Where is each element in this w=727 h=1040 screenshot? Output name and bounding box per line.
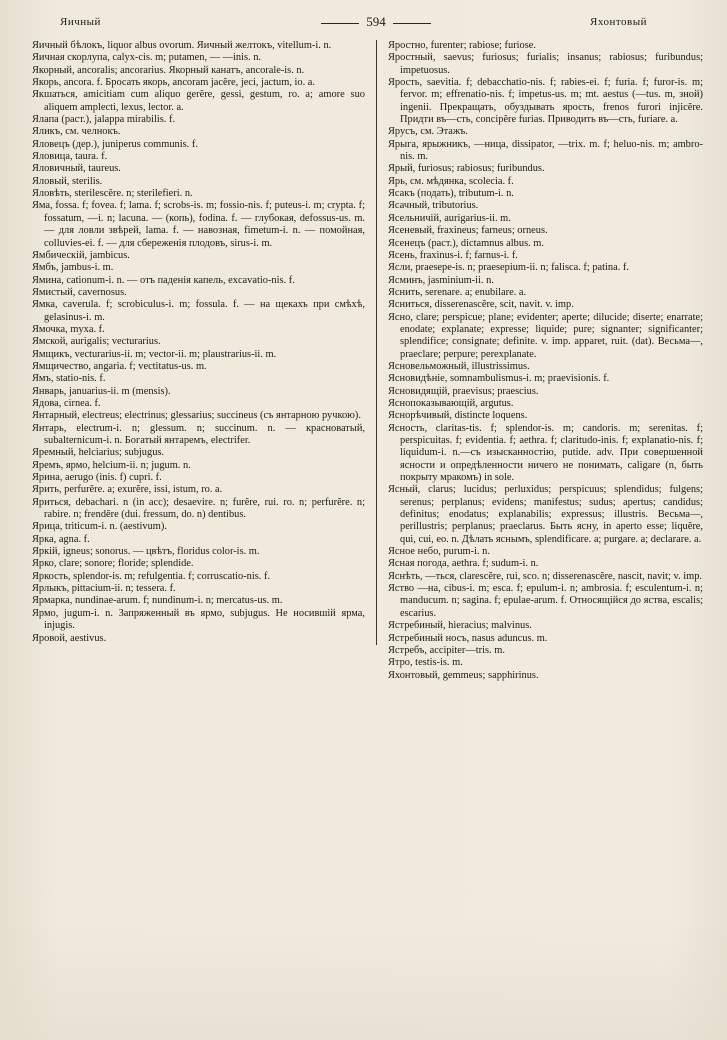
dictionary-entry: Яхонтовый, gemmeus; sapphirinus. <box>388 669 539 681</box>
dictionary-entry: Яснопоказывающій, argutus. <box>388 397 514 409</box>
dictionary-entry: Ясновидѣніе, somnambulismus-i. m; praevisionis. f. <box>388 373 610 385</box>
dictionary-entry: Яремъ, ярмо, helcium-ii. n; jugum. n. <box>32 459 191 471</box>
page-header <box>36 14 687 34</box>
dictionary-entry: Яремный, helciarius; subjugus. <box>32 447 165 459</box>
dictionary-entry: Ямбъ, jambus-i. m. <box>32 262 114 274</box>
dictionary-entry: Ясли, praesepe-is. n; praesepium-ii. n; falisca. f; patina. f. <box>388 262 629 274</box>
right-column <box>388 40 703 682</box>
left-column <box>32 40 365 645</box>
dictionary-entry: Ямской, aurigalis; vecturarius. <box>32 336 161 348</box>
dictionary-entry: Яство —на, cibus-i. m; esca. f; epulum-i. n; ambrosia. f; esculentum-i. n; manducum. n; sagina. f; epulae-arum. f. Относящійся до яства, escalis; escarius. <box>388 583 703 619</box>
dictionary-entry: Яростно, furenter; rabiose; furiose. <box>388 40 536 51</box>
dictionary-entry: Ясеневый, fraxineus; farneus; orneus. <box>388 225 548 237</box>
dictionary-entry: Ястребиный, hieracius; malvinus. <box>388 620 532 632</box>
dictionary-entry: Янтарь, electrum-i. n; glessum. n; succinum. n. — красноватый, subalternicum-i. n. Богатый янтаремъ, electrifer. <box>32 422 365 446</box>
dictionary-entry: Яичный бѣлокъ, liquor albus ovorum. Яичный желтокъ, vitellum-i. n. <box>32 40 332 51</box>
dictionary-entry: Ясновельможный, illustrissimus. <box>388 360 530 372</box>
dictionary-entry: Яловый, sterilis. <box>32 175 103 187</box>
header-rule-right <box>393 23 431 24</box>
header-left-catchword: Яичный <box>60 16 101 28</box>
dictionary-entry: Ясно, clare; perspicue; plane; evidenter; aperte; dilucide; diserte; enarrate; enodate; explanate; expresse; liquide; pure; signanter; significanter; splendifice; consignate; definite. v. imp. apparet, ruit. (dat). Весьма—, praeclare; perpure; perexplanate. <box>388 311 703 360</box>
dictionary-entry: Январь, januarius-ii. m (mensis). <box>32 385 171 397</box>
dictionary-entry: Ярость, saevitia. f; debacchatio-nis. f; rabies-ei. f; furia. f; furor-is. m; fervor. m; effrenatio-nis. f; impetus-us. m; mt. aestus (—tus. m, зной) ingenii. Прекращать, обуздывать ярость, frenos furori injicĕre. Придти въ—сть, concipĕre furias. Приводить въ—сть, furiare. a. <box>388 77 703 126</box>
dictionary-entry: Янтарный, electreus; electrinus; glessarius; succineus (съ янтарною ручкою). <box>32 410 361 422</box>
dictionary-entry: Яичная скорлупа, calyx-cis. m; putamen, — —inis. n. <box>32 52 262 64</box>
dictionary-entry: Ясминъ, jasminium-ii. n. <box>388 274 494 286</box>
page-bottom-shade <box>0 920 727 1040</box>
dictionary-entry: Ярмарка, nundinae-arum. f; nundinum-i. n; mercatus-us. m. <box>32 595 283 607</box>
page-number-text: 594 <box>366 14 386 29</box>
dictionary-entry: Якорь, ancora. f. Бросать якорь, ancoram jacĕre, jeci, jactum, io. a. <box>32 77 316 89</box>
header-right-catchword: Яхонтовый <box>590 16 647 28</box>
dictionary-entry: Яркость, splendor-is. m; refulgentia. f; corruscatio-nis. f. <box>32 570 271 582</box>
dictionary-entry: Ясновидящій, praevisus; praescius. <box>388 385 539 397</box>
dictionary-entry: Ястребъ, accipiter—tris. m. <box>388 644 505 656</box>
dictionary-entry: Яровой, aestivus. <box>32 632 107 644</box>
dictionary-entry: Ярица, triticum-i. n. (aestivum). <box>32 521 167 533</box>
dictionary-entry: Ясная погода, aethra. f; sudum-i. n. <box>388 558 539 570</box>
dictionary-entry: Ярь, см. мѣдянка, scolecia. f. <box>388 175 514 187</box>
dictionary-entry: Ямъ, statio-nis. f. <box>32 373 106 385</box>
dictionary-entry: Ясачный, tributorius. <box>388 200 479 212</box>
dictionary-entry: Ярить, perfurĕre. a; exurĕre, issi, istum, ro. a. <box>32 484 223 496</box>
dictionary-entry: Яриться, debachari. n (in acc); desaevire. n; furĕre, rui. ro. n; perfurĕre. n; rabire. n; frendĕre (dui. fressum, do. n) dentibus. <box>32 496 365 521</box>
dictionary-entry: Ясакъ (подать), tributum-i. n. <box>388 188 514 200</box>
dictionary-entry: Ямбическій, jambicus. <box>32 249 130 261</box>
dictionary-entry: Яловица, taura. f. <box>32 151 108 163</box>
dictionary-entry: Яркій, igneus; sonorus. — цвѣтъ, floridus color-is. m. <box>32 546 260 558</box>
dictionary-entry: Ятро, testis-is. m. <box>388 657 463 669</box>
dictionary-entry: Ясниться, disserenascĕre, scit, navit. v. imp. <box>388 299 574 311</box>
dictionary-entry: Ярлыкъ, pittacium-ii. n; tessera. f. <box>32 583 176 595</box>
column-divider <box>376 40 377 645</box>
dictionary-entry: Ядова, cirnea. f. <box>32 397 101 409</box>
dictionary-entry: Ясность, claritas-tis. f; splendor-is. m; candoris. m; serenitas. f; perspicuitas. f; evidentia. f; aethra. f; claritudo-inis. f; explanatio-nis. f; liquidum-i. n.—съ изысканностію, putide. adv. При совершенной ясности и опредѣленности ничего не понимать, caligare (n, быть покрыту мракомъ) in sole. <box>388 422 703 484</box>
dictionary-entry: Ярка, agna. f. <box>32 533 90 545</box>
dictionary-entry: Ярина, aerugo (inis. f) cupri. f. <box>32 472 162 484</box>
dictionary-entry: Якшаться, amicitiam cum aliquo gerĕre, gessi, gestum, ro. a; amore suo aliquem amplecti, lexus, lector. a. <box>32 89 365 113</box>
dictionary-entry: Ямка, caverula. f; scrobiculus-i. m; fossula. f. — на щекахъ при смѣхѣ, gelasinus-i. m. <box>32 299 365 323</box>
dictionary-entry: Ялапа (раст.), jalappa mirabilis. f. <box>32 114 176 126</box>
dictionary-entry: Ямина, cationum-i. n. — отъ паденія капель, excavatio-nis. f. <box>32 274 295 286</box>
dictionary-entry: Ясный, clarus; lucidus; perluxidus; perspicuus; splendidus; fulgens; serenus; perplanus; evidens; manifestus; sudus; apertus; candidus; definitus; enodatus; explanabilis; expressus; illustris. Весьма—, perillustris; perplanus; praeclarus. Быть ясну, in aperto esse; liquĕre, qui, cui, eo. n. Дѣлать яснымъ, splendificare. a; purgare. a; declarare. a. <box>388 484 703 545</box>
dictionary-entry: Ясенецъ (раст.), dictamnus albus. m. <box>388 237 544 249</box>
dictionary-entry: Яснить, serenare. a; enubilare. a. <box>388 286 527 298</box>
dictionary-entry: Ямистый, cavernosus. <box>32 286 127 298</box>
dictionary-entry: Ясень, fraxinus-i. f; farnus-i. f. <box>388 249 518 261</box>
dictionary-entry: Ямочка, myxa. f. <box>32 323 105 335</box>
dictionary-entry: Яликъ, см. челнокъ. <box>32 126 121 138</box>
dictionary-entry: Ямщикъ, vecturarius-ii. m; vector-ii. m; plaustrarius-ii. m. <box>32 348 277 360</box>
dictionary-entry: Яма, fossa. f; fovea. f; lama. f; scrobs-is. m; fossio-nis. f; puteus-i. m; crypta. f; fossatum, —i. n; lacuna. — (копь), fodina. f. — глубокая, defossus-us. m. — для ловли звѣрей, lama. f. — навозная, fimetum-i. n. — помойная, colluvies-ei. f. — для сбереженія плодовъ, sirus-i. m. <box>32 200 365 249</box>
dictionary-entry: Яснорѣчивый, distincte loquens. <box>388 410 528 422</box>
dictionary-entry: Яловѣть, sterilescĕre. n; sterilefieri. n. <box>32 188 193 200</box>
dictionary-entry: Яловичный, taureus. <box>32 163 121 175</box>
page-number <box>296 14 456 30</box>
dictionary-entry: Яловецъ (дер.), juniperus communis. f. <box>32 138 198 150</box>
dictionary-entry: Ясельничій, aurigarius-ii. m. <box>388 212 511 224</box>
dictionary-entry: Ясное небо, purum-i. n. <box>388 546 490 558</box>
dictionary-entry: Ярко, clare; sonore; floride; splendide. <box>32 558 194 570</box>
header-rule-left <box>321 23 359 24</box>
dictionary-entry: Ямщичество, angaria. f; vectitatus-us. m. <box>32 360 207 372</box>
dictionary-entry: Ярусъ, см. Этажъ. <box>388 126 468 138</box>
dictionary-entry: Ярмо, jugum-i. n. Запряженный въ ярмо, subjugus. Не носившій ярма, injugis. <box>32 607 365 632</box>
dictionary-entry: Яснѣть, —ться, clarescĕre, rui, sco. n; disserenascĕre, nascit, navit; v. imp. <box>388 570 703 582</box>
dictionary-entry: Ярыга, ярыжникъ, —ница, dissipator, —trix. m. f; heluo-nis. m; ambro-nis. m. <box>388 138 703 163</box>
dictionary-entry: Яростный, saevus; furiosus; furialis; insanus; rabiosus; furibundus; impetuosus. <box>388 52 703 76</box>
dictionary-entry: Ярый, furiosus; rabiosus; furibundus. <box>388 163 545 175</box>
dictionary-entry: Якорный, ancoralis; ancorarius. Якорный канатъ, ancorale-is. n. <box>32 64 305 76</box>
dictionary-entry: Ястребиный носъ, nasus aduncus. m. <box>388 632 548 644</box>
